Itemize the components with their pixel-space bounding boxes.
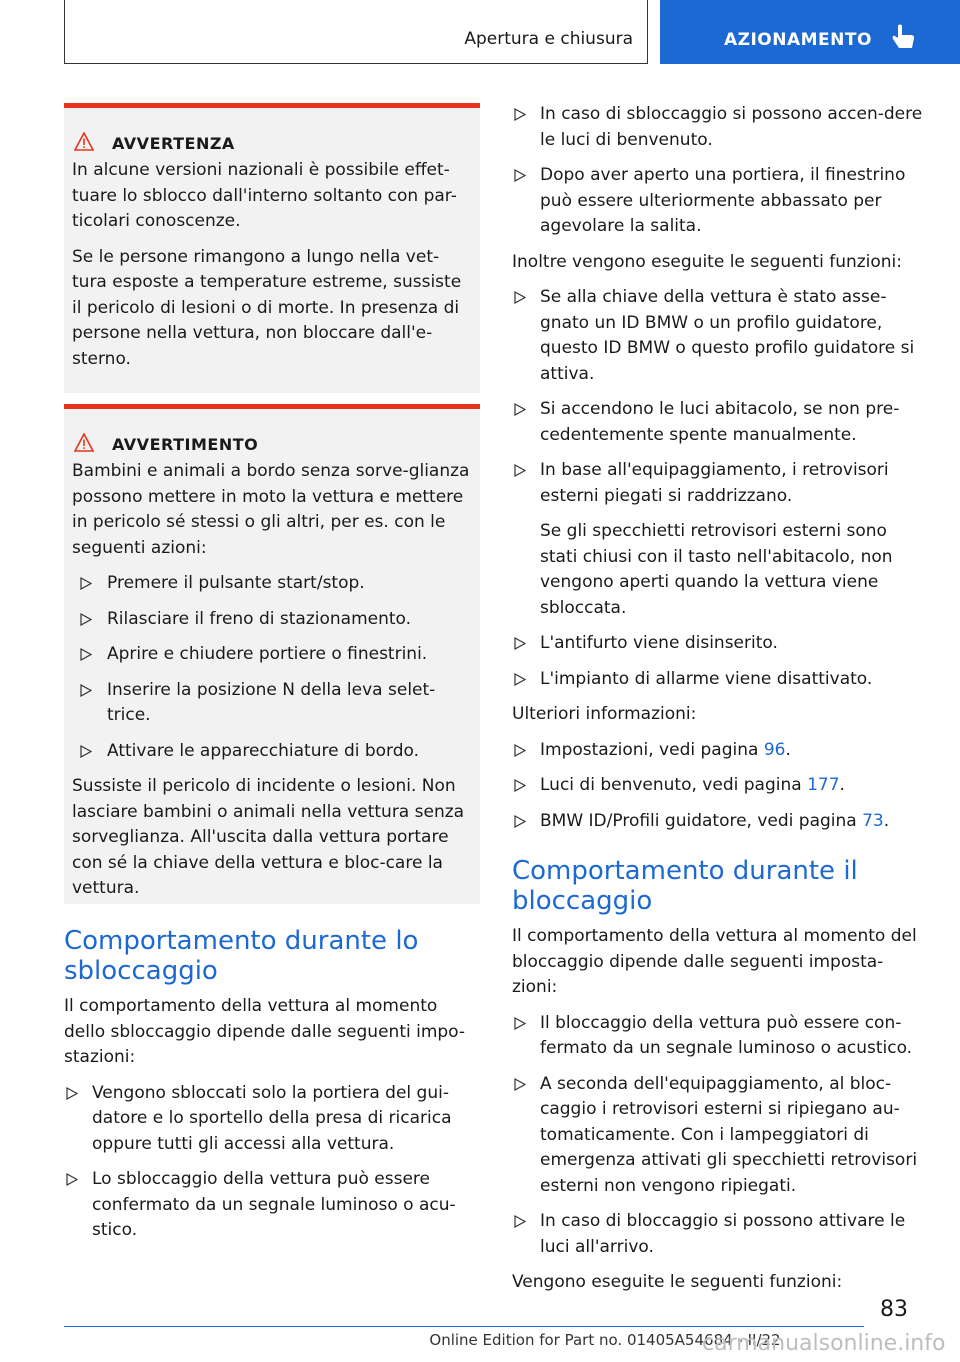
page-link[interactable]: 96 [763, 739, 786, 760]
warning-title [112, 431, 472, 459]
triangle-bullet-icon [514, 779, 526, 792]
paragraph: Il comportamento della vettura al momento del bloccaggio dipende dalle seguenti imposta-zioni: [512, 926, 917, 997]
header-section-title: Apertura e chiusura [464, 29, 633, 49]
triangle-bullet-icon [514, 1017, 526, 1030]
list-item: A seconda dell'equipaggiamento, al bloc-caggio i retrovisori esterni si ripiegano au-tomaticamente. Con i lampeggiatori di emergenza attivati gli specchietti retrovisori esterni non vengono ripiegati. [512, 1072, 928, 1200]
paragraph: Inoltre vengono eseguite le seguenti funzioni: [512, 251, 903, 272]
list-item: In base all'equipaggiamento, i retrovisori esterni piegati si raddrizzano. [512, 458, 928, 509]
list-item: Impostazioni, vedi pagina 96. [512, 738, 928, 764]
triangle-bullet-icon [80, 745, 92, 758]
list-item: Dopo aver aperto una portiera, il finestrino può essere ulteriormente abbassato per agevolare la salita. [512, 163, 928, 240]
triangle-bullet-icon [514, 464, 526, 477]
unlock-section [64, 926, 480, 1254]
triangle-bullet-icon [514, 673, 526, 686]
list-item: In caso di bloccaggio si possono attivare le luci all'arrivo. [512, 1209, 928, 1260]
triangle-bullet-icon [80, 648, 92, 661]
list-item-note: Se gli specchietti retrovisori esterni sono stati chiusi con il tasto nell'abitacolo, non vengono aperti quando la vettura viene sbloccata. [540, 521, 893, 618]
warning-box-avvertimento [64, 404, 480, 904]
triangle-bullet-icon [514, 815, 526, 828]
paragraph: Ulteriori informazioni: [512, 704, 697, 724]
list-item: Lo sbloccaggio della vettura può essere confermato da un segnale luminoso o acu-stico. [64, 1167, 480, 1244]
warning-box-avvertenza [64, 103, 480, 393]
triangle-bullet-icon [514, 403, 526, 416]
triangle-bullet-icon [80, 577, 92, 590]
triangle-bullet-icon [514, 169, 526, 182]
list-item: Il bloccaggio della vettura può essere con-fermato da un segnale luminoso o acustico. [512, 1011, 928, 1062]
warning-paragraph: Sussiste il pericolo di incidente o lesioni. Non lasciare bambini o animali nella vettura senza sorveglianza. All'uscita dalla vettura portare con sé la chiave della vettura e bloc-care la vettura. [72, 776, 465, 898]
triangle-bullet-icon [514, 108, 526, 121]
warning-title [112, 130, 472, 158]
warning-paragraph: Se le persone rimangono a lungo nella vet-tura esposte a temperature estreme, sussiste il pericolo di lesioni o di morte. In presenza di persone nella vettura, non bloccare dall'e-sterno. [72, 246, 462, 369]
triangle-bullet-icon [514, 291, 526, 304]
warning-title-text: AVVERTENZA [112, 134, 235, 153]
list-item: Se alla chiave della vettura è stato asse-gnato un ID BMW o un profilo guidatore, questo ID BMW o questo profilo guidatore si attiva. [512, 285, 928, 387]
triangle-bullet-icon [80, 613, 92, 626]
list-item: Si accendono le luci abitacolo, se non pre-cedentemente spente manualmente. [512, 397, 928, 448]
warning-title-text: AVVERTIMENTO [112, 435, 259, 454]
page-link[interactable]: 73 [862, 810, 884, 831]
list-item: BMW ID/Profili guidatore, vedi pagina 73. [512, 809, 928, 835]
list-item: Attivare le apparecchiature di bordo. [72, 739, 472, 765]
page-link[interactable]: 177 [807, 775, 840, 795]
page-number: 83 [880, 1297, 908, 1322]
triangle-bullet-icon [514, 637, 526, 650]
hand-pointer-icon [892, 24, 918, 52]
triangle-bullet-icon [66, 1087, 78, 1100]
paragraph: Vengono eseguite le seguenti funzioni: [512, 1272, 843, 1292]
triangle-bullet-icon [514, 744, 526, 757]
warning-triangle-icon [74, 132, 94, 152]
section-heading: Comportamento durante il bloccaggio [512, 856, 858, 916]
triangle-bullet-icon [514, 1078, 526, 1091]
list-item: Inserire la posizione N della leva selet-trice. [72, 678, 472, 729]
paragraph: Il comportamento della vettura al momento dello sbloccaggio dipende dalle seguenti impo-stazioni: [64, 996, 466, 1067]
list-item: In caso di sbloccaggio si possono accen-dere le luci di benvenuto. [512, 102, 928, 153]
header-section-box [64, 0, 648, 64]
list-item: Premere il pulsante start/stop. [72, 571, 472, 597]
watermark: carmanualsonline.info [702, 1331, 946, 1356]
section-heading: Comportamento durante lo sbloccaggio [64, 926, 419, 986]
triangle-bullet-icon [514, 1215, 526, 1228]
footer-edition: Online Edition for Part no. 01405A54684 - II/22 [429, 1331, 781, 1349]
triangle-bullet-icon [80, 684, 92, 697]
list-item: Luci di benvenuto, vedi pagina 177. [512, 773, 928, 799]
header-chapter-title: AZIONAMENTO [724, 30, 872, 50]
list-item: Aprire e chiudere portiere o finestrini. [72, 642, 472, 668]
right-column [512, 102, 928, 1306]
list-item: Vengono sbloccati solo la portiera del gui-datore e lo sportello della presa di ricarica oppure tutti gli accessi alla vettura. [64, 1081, 480, 1158]
list-item: Rilasciare il freno di stazionamento. [72, 607, 472, 633]
list-item: L'antifurto viene disinserito. [512, 631, 928, 657]
header-chapter-tab[interactable] [660, 0, 960, 64]
warning-paragraph: Bambini e animali a bordo senza sorve-glianza possono mettere in moto la vettura e mettere in pericolo sé stessi o gli altri, per es. con le seguenti azioni: [72, 461, 470, 558]
warning-triangle-icon [74, 433, 94, 453]
footer-divider [64, 1326, 864, 1327]
list-item: L'impianto di allarme viene disattivato. [512, 667, 928, 693]
warning-paragraph: In alcune versioni nazionali è possibile effet-tuare lo sblocco dall'interno soltanto con par-ticolari conoscenze. [72, 160, 457, 231]
triangle-bullet-icon [66, 1173, 78, 1186]
